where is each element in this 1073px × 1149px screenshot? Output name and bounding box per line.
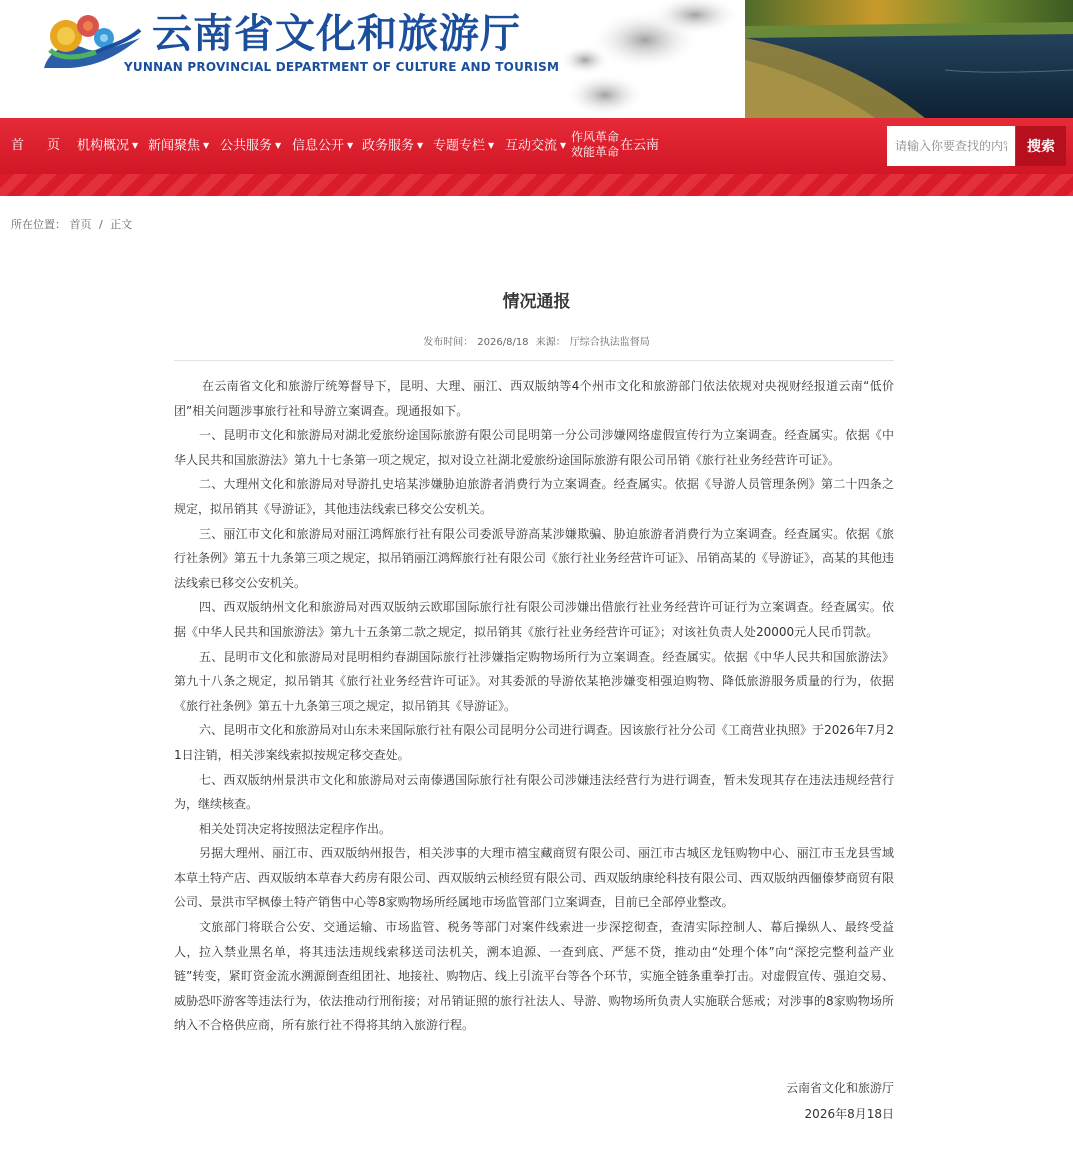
caret-down-icon: ▼ bbox=[347, 141, 354, 150]
site-subtitle: YUNNAN PROVINCIAL DEPARTMENT OF CULTURE AND TOURISM bbox=[124, 60, 560, 74]
article-paragraph: 四、西双版纳州文化和旅游局对西双版纳云欧耶国际旅行社有限公司涉嫌出借旅行社业务经营许可证行为立案调查。经查属实。依据《中华人民共和国旅游法》第九十五条第二款之规定，拟吊销其《旅行社业务经营许可证》；对该社负责人处20000元人民币罚款。 bbox=[174, 600, 894, 639]
caret-down-icon: ▼ bbox=[417, 141, 424, 150]
nav-item-news[interactable] bbox=[148, 118, 209, 174]
publish-date: 2026/8/18 bbox=[477, 337, 529, 348]
source-value: 厅综合执法监督局 bbox=[569, 337, 650, 348]
search-button[interactable]: 搜索 bbox=[1016, 126, 1066, 166]
caret-down-icon: ▼ bbox=[560, 141, 567, 150]
article-meta bbox=[0, 333, 1073, 348]
article-body bbox=[174, 374, 894, 1038]
article-paragraph: 一、昆明市文化和旅游局对湖北爱旅纷途国际旅游有限公司昆明第一分公司涉嫌网络虚假宣传行为立案调查。经查属实。依据《中华人民共和国旅游法》第九十七条第一项之规定，拟对设立社湖北爱旅纷途国际旅游有限公司吊销《旅行社业务经营许可证》。 bbox=[174, 428, 894, 467]
nav-item-in-yunnan[interactable]: 在云南 bbox=[620, 138, 660, 153]
landscape-photo bbox=[745, 0, 1073, 118]
article-paragraph: 七、西双版纳州景洪市文化和旅游局对云南傣遇国际旅行社有限公司涉嫌违法经营行为进行调查，暂未发现其存在违法违规经营行为，继续核查。 bbox=[174, 772, 894, 812]
caret-down-icon: ▼ bbox=[203, 141, 210, 150]
nav-item-special-topics[interactable] bbox=[433, 118, 494, 174]
nav-home-first[interactable]: 首 bbox=[11, 138, 25, 153]
site-banner bbox=[0, 0, 1073, 118]
article-paragraph: 二、大理州文化和旅游局对导游扎史培某涉嫌胁迫旅游者消费行为立案调查。经查属实。依据《导游人员管理条例》第二十四条之规定，拟吊销其《导游证》，其他违法线索已移交公安机关。 bbox=[174, 477, 894, 516]
article-paragraph: 在云南省文化和旅游厅统筹督导下，昆明、大理、丽江、西双版纳等4个州市文化和旅游部门依法依规对央视财经报道云南“低价团”相关问题涉事旅行社和导游立案调查。现通报如下。 bbox=[174, 379, 894, 418]
nav-item-gov-service[interactable] bbox=[362, 118, 423, 174]
nav-item-work-style[interactable] bbox=[571, 130, 619, 160]
nav-item-label: 信息公开 bbox=[292, 138, 345, 154]
title-divider bbox=[174, 360, 894, 361]
nav-item-label: 机构概况 bbox=[77, 138, 130, 154]
caret-down-icon: ▼ bbox=[488, 141, 495, 150]
article-paragraph: 三、丽江市文化和旅游局对丽江鸿辉旅行社有限公司委派导游高某涉嫌欺骗、胁迫旅游者消费行为立案调查。经查属实。依据《旅行社条例》第五十九条第三项之规定，拟吊销丽江鸿辉旅行社有限公司《旅行社业务经营许可证》、吊销高某的《导游证》，高某的其他违法线索已移交公安机关。 bbox=[174, 526, 895, 590]
nav-decorative-strip bbox=[0, 174, 1073, 196]
article-paragraph: 另据大理州、丽江市、西双版纳州报告，相关涉事的大理市禧宝藏商贸有限公司、丽江市古城区龙钰购物中心、丽江市玉龙县雪域本草土特产店、西双版纳本草春大药房有限公司、西双版纳云桢经贸有限公司、西双版纳康纶科技有限公司、西双版纳西俪傣梦商贸有限公司、景洪市罕枫傣土特产销售中心等8家购物场所经属地市场监管部门立案调查，目前已全部停业整改。 bbox=[174, 846, 895, 910]
nav-item-label: 专题专栏 bbox=[433, 138, 486, 154]
nav-item-interaction[interactable] bbox=[505, 118, 566, 174]
nav-special-line2: 效能革命 bbox=[571, 145, 620, 159]
source-label: 来源： bbox=[535, 337, 566, 348]
ink-wash-decoration bbox=[545, 0, 745, 118]
caret-down-icon: ▼ bbox=[132, 141, 139, 150]
article-paragraph: 五、昆明市文化和旅游局对昆明相约春湖国际旅行社涉嫌指定购物场所行为立案调查。经查属实。依据《中华人民共和国旅游法》第九十八条之规定，拟吊销其《旅行社业务经营许可证》。对其委派的导游依某艳涉嫌变相强迫购物、降低旅游服务质量的行为，依据《旅行社条例》第五十九条第三项之规定，拟吊销其《导游证》。 bbox=[174, 649, 894, 713]
signature-date: 2026年8月18日 bbox=[804, 1107, 894, 1121]
breadcrumb-current: 正文 bbox=[110, 218, 133, 231]
breadcrumb-separator: / bbox=[99, 218, 103, 231]
breadcrumb-home-link[interactable]: 首页 bbox=[69, 218, 92, 231]
nav-item-institution[interactable] bbox=[77, 118, 138, 174]
nav-item-label: 公共服务 bbox=[220, 138, 273, 154]
search-input[interactable] bbox=[887, 126, 1015, 166]
signature-organization: 云南省文化和旅游厅 bbox=[785, 1081, 894, 1095]
nav-special-line1: 作风革命 bbox=[571, 130, 620, 144]
article-title: 情况通报 bbox=[502, 292, 571, 312]
breadcrumb-label: 所在位置： bbox=[11, 218, 66, 231]
nav-item-label: 新闻聚焦 bbox=[148, 138, 201, 154]
publish-time bbox=[423, 337, 528, 348]
nav-item-public-service[interactable] bbox=[220, 118, 281, 174]
article-paragraph: 文旅部门将联合公安、交通运输、市场监管、税务等部门对案件线索进一步深挖彻查，查清实际控制人、幕后操纵人、最终受益人，拉入禁业黑名单，将其违法违规线索移送司法机关，溯本追源、一查到底、严惩不贷，推动由“处理个体”向“深挖完整利益产业链”转变，紧盯资金流水溯源倒查组团社、地接社、购物店、线上引流平台等各个环节，实施全链条重拳打击。对虚假宣传、强迫交易、威胁恐吓游客等违法行为，依法推动行刑衔接；对吊销证照的旅行社法人、导游、购物场所负责人实施联合惩戒；对涉事的8家购物场所纳入不合格供应商，所有旅行社不得将其纳入旅游行程。 bbox=[174, 920, 894, 1033]
article-source bbox=[536, 337, 650, 348]
article-paragraph: 相关处罚决定将按照法定程序作出。 bbox=[199, 821, 392, 836]
nav-item-label: 互动交流 bbox=[505, 138, 558, 154]
site-title: 云南省文化和旅游厅 bbox=[152, 11, 521, 57]
nav-item-label: 政务服务 bbox=[362, 138, 415, 154]
publish-label: 发布时间： bbox=[423, 337, 474, 348]
article-paragraph: 六、昆明市文化和旅游局对山东未来国际旅行社有限公司昆明分公司进行调查。因该旅行社分公司《工商营业执照》于2026年7月21日注销，相关涉案线索拟按规定移交查处。 bbox=[174, 723, 894, 762]
caret-down-icon: ▼ bbox=[275, 141, 282, 150]
nav-home-second[interactable]: 页 bbox=[47, 138, 61, 153]
nav-item-info-disclosure[interactable] bbox=[292, 118, 353, 174]
breadcrumb bbox=[11, 216, 132, 232]
